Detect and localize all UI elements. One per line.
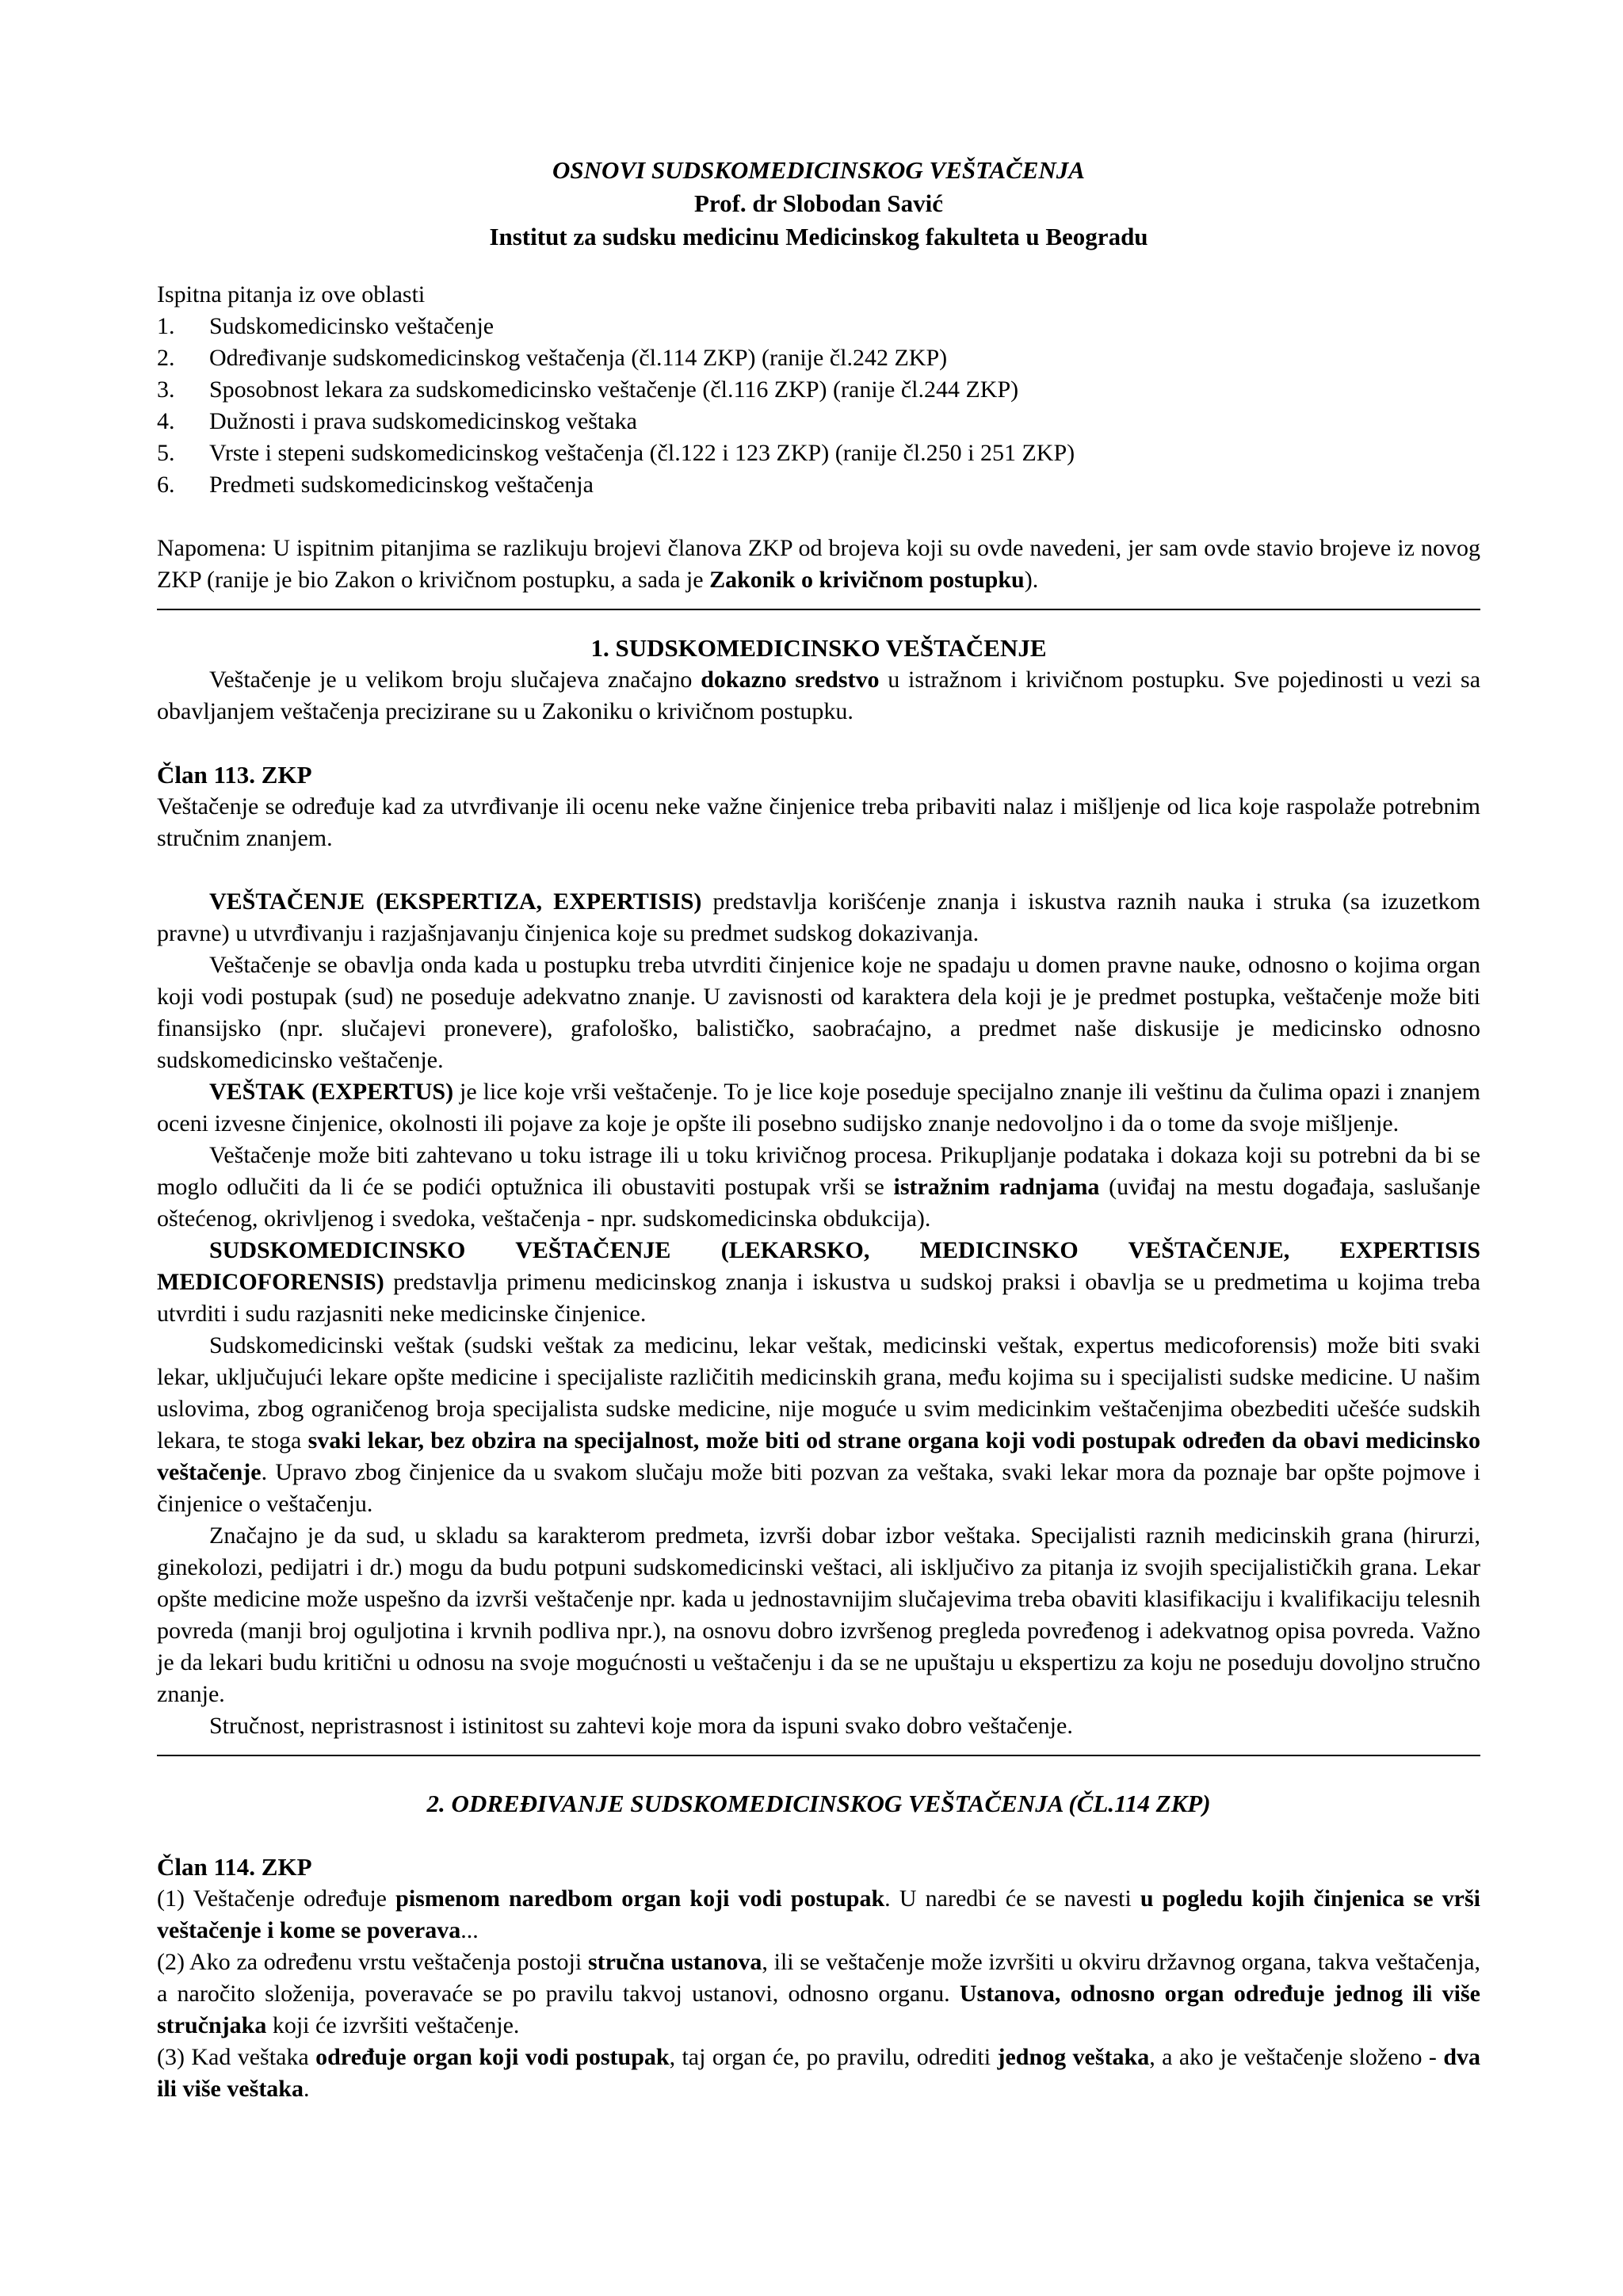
section-1-heading: 1. SUDSKOMEDICINSKO VEŠTAČENJE bbox=[590, 634, 1047, 662]
paragraph: VEŠTAČENJE (EKSPERTIZA, EXPERTISIS) predstavlja korišćenje znanja i iskustva raznih nauka i struka (sa izuzetkom pravne) u utvrđivanju i razjašnjavanju činjenica koje su predmet sudskog dokazivanja. bbox=[157, 888, 1480, 946]
paragraph: Sudskomedicinski veštak (sudski veštak za medicinu, lekar veštak, medicinski veštak, expertus medicoforensis) može biti svaki lekar, uključujući lekare opšte medicine i specijaliste različitih medicinskih grana, među kojima su i specijalisti sudske medicine. U našim uslovima, zbog ograničenog broja specijalista sudske medicine, nije moguće u svim medicinkim veštačenjima obezbediti učešće sudskih lekara, te stoga svaki lekar, bez obzira na specijalnost, može biti od strane organa koji vodi postupak određen da obavi medicinsko veštačenje. Upravo zbog činjenice da u svakom slučaju može biti pozvan za veštaka, svaki lekar mora da poznaje bar opšte pojmove i činjenice o veštačenju. bbox=[157, 1332, 1480, 1517]
paragraph: SUDSKOMEDICINSKO VEŠTAČENJE (LEKARSKO, MEDICINSKO VEŠTAČENJE, EXPERTISIS MEDICOFORENSIS) predstavlja primenu medicinskog znanja i iskustva u sudskoj praksi i obavlja se u predmetima u kojima treba utvrditi i sudu razjasniti neke medicinske činjenice. bbox=[157, 1237, 1480, 1327]
list-item: 6. Predmeti sudskomedicinskog veštačenja bbox=[157, 472, 594, 498]
section-2-heading: 2. ODREĐIVANJE SUDSKOMEDICINSKOG VEŠTAČENJA (ČL.114 ZKP) bbox=[426, 1790, 1211, 1817]
article-114-item-1: (1) Veštačenje određuje pismenom naredbom organ koji vodi postupak. U naredbi će se navesti u pogledu kojih činjenica se vrši veštačenje i kome se poverava... bbox=[157, 1885, 1481, 1943]
paragraph: Veštačenje se obavlja onda kada u postupku treba utvrditi činjenice koje ne spadaju u domen pravne nauke, odnosno o kojima organ koji vodi postupak (sud) ne poseduje adekvatno znanje. U zavisnosti od karaktera dela koji je je predmet postupka, veštačenje može biti finansijsko (npr. slučajevi pronevere), grafološko, balističko, saobraćajno, a predmet naše diskusije je medicinsko odnosno sudskomedicinsko veštačenje. bbox=[157, 952, 1480, 1073]
article-114-title: Član 114. ZKP bbox=[157, 1853, 312, 1881]
list-item: 2. Određivanje sudskomedicinskog veštačenja (čl.114 ZKP) (ranije čl.242 ZKP) bbox=[157, 345, 948, 371]
list-item: 4. Dužnosti i prava sudskomedicinskog veštaka bbox=[157, 408, 637, 434]
questions-list bbox=[157, 311, 1480, 501]
paragraph: Stručnost, nepristrasnost i istinitost su zahtevi koje mora da ispuni svako dobro veštačenje. bbox=[209, 1713, 1073, 1739]
paragraph: VEŠTAK (EXPERTUS) je lice koje vrši veštačenje. To je lice koje poseduje specijalno znanje ili veštinu da čulima opazi i znanjem oceni izvesne činjenice, okolnosti ili pojave za koje je opšte ili posebno sudijsko znanje nedovoljno i da o tome da svoje mišljenje. bbox=[157, 1079, 1480, 1137]
document-page bbox=[157, 154, 1480, 2105]
document-author: Prof. dr Slobodan Savić bbox=[693, 189, 944, 217]
note-paragraph: Napomena: U ispitnim pitanjima se razlikuju brojevi članova ZKP od brojeva koji su ovde navedeni, jer sam ovde stavio brojeve iz novog ZKP (ranije je bio Zakon o krivičnom postupku, a sada je Zakonik o krivičnom postupku). bbox=[157, 535, 1480, 593]
list-item: 3. Sposobnost lekara za sudskomedicinsko veštačenje (čl.116 ZKP) (ranije čl.244 ZKP) bbox=[157, 376, 1019, 403]
paragraph: Značajno je da sud, u skladu sa karakterom predmeta, izvrši dobar izbor veštaka. Specijalisti raznih medicinskih grana (hirurzi, ginekolozi, pedijatri i dr.) mogu da budu potpuni sudskomedicinski veštaci, ali isključivo za pitanja iz svojih specijalističkih grana. Lekar opšte medicine može uspešno da izvrši veštačenje npr. kada u jednostavnijim slučajevima treba obaviti klasifikaciju i kvalifikaciju telesnih povreda (manji broj oguljotina i krvnih podliva npr.), na osnovu dobro izvršenog pregleda povređenog i adekvatnog opisa povreda. Važno je da lekari budu kritični u odnosu na svoje mogućnosti u veštačenju i da se ne upuštaju u ekspertizu za koju ne poseduju dovoljno stručno znanje. bbox=[157, 1522, 1480, 1707]
document-institution: Institut za sudsku medicinu Medicinskog fakulteta u Beogradu bbox=[489, 223, 1148, 250]
paragraph: Veštačenje može biti zahtevano u toku istrage ili u toku krivičnog procesa. Prikupljanje podataka i dokaza koji su potrebni da bi se moglo odlučiti da li će se podići optužnica ili obustaviti postupak vrši se istražnim radnjama (uviđaj na mestu događaja, saslušanje oštećenog, okrivljenog i svedoka, veštačenja - npr. sudskomedicinska obdukcija). bbox=[157, 1142, 1481, 1232]
article-114-item-3: (3) Kad veštaka određuje organ koji vodi postupak, taj organ će, po pravilu, odrediti jednog veštaka, a ako je veštačenje složeno - dva ili više veštaka. bbox=[157, 2044, 1480, 2102]
document-title: OSNOVI SUDSKOMEDICINSKOG VEŠTAČENJA bbox=[552, 156, 1085, 184]
list-item: 5. Vrste i stepeni sudskomedicinskog veštačenja (čl.122 i 123 ZKP) (ranije čl.250 i 251 ZKP) bbox=[157, 440, 1075, 466]
questions-intro: Ispitna pitanja iz ove oblasti bbox=[157, 281, 426, 308]
paragraph: Veštačenje je u velikom broju slučajeva značajno dokazno sredstvo u istražnom i krivičnom postupku. Sve pojedinosti u vezi sa obavljanjem veštačenja precizirane su u Zakoniku o krivičnom postupku. bbox=[157, 667, 1481, 724]
list-item: 1. Sudskomedicinsko veštačenje bbox=[157, 313, 495, 339]
article-113-title: Član 113. ZKP bbox=[157, 761, 312, 789]
article-113-text: Veštačenje se određuje kad za utvrđivanje ili ocenu neke važne činjenice treba pribaviti nalaz i mišljenje od lica koje raspolaže potrebnim stručnim znanjem. bbox=[157, 793, 1480, 851]
article-114-item-2: (2) Ako za određenu vrstu veštačenja postoji stručna ustanova, ili se veštačenje može izvršiti u okviru državnog organa, takva veštačenja, a naročito složenija, poveravaće se po pravilu takvoj ustanovi, odnosno organu. Ustanova, odnosno organ određuje jednog ili više stručnjaka koji će izvršiti veštačenje. bbox=[157, 1949, 1481, 2038]
